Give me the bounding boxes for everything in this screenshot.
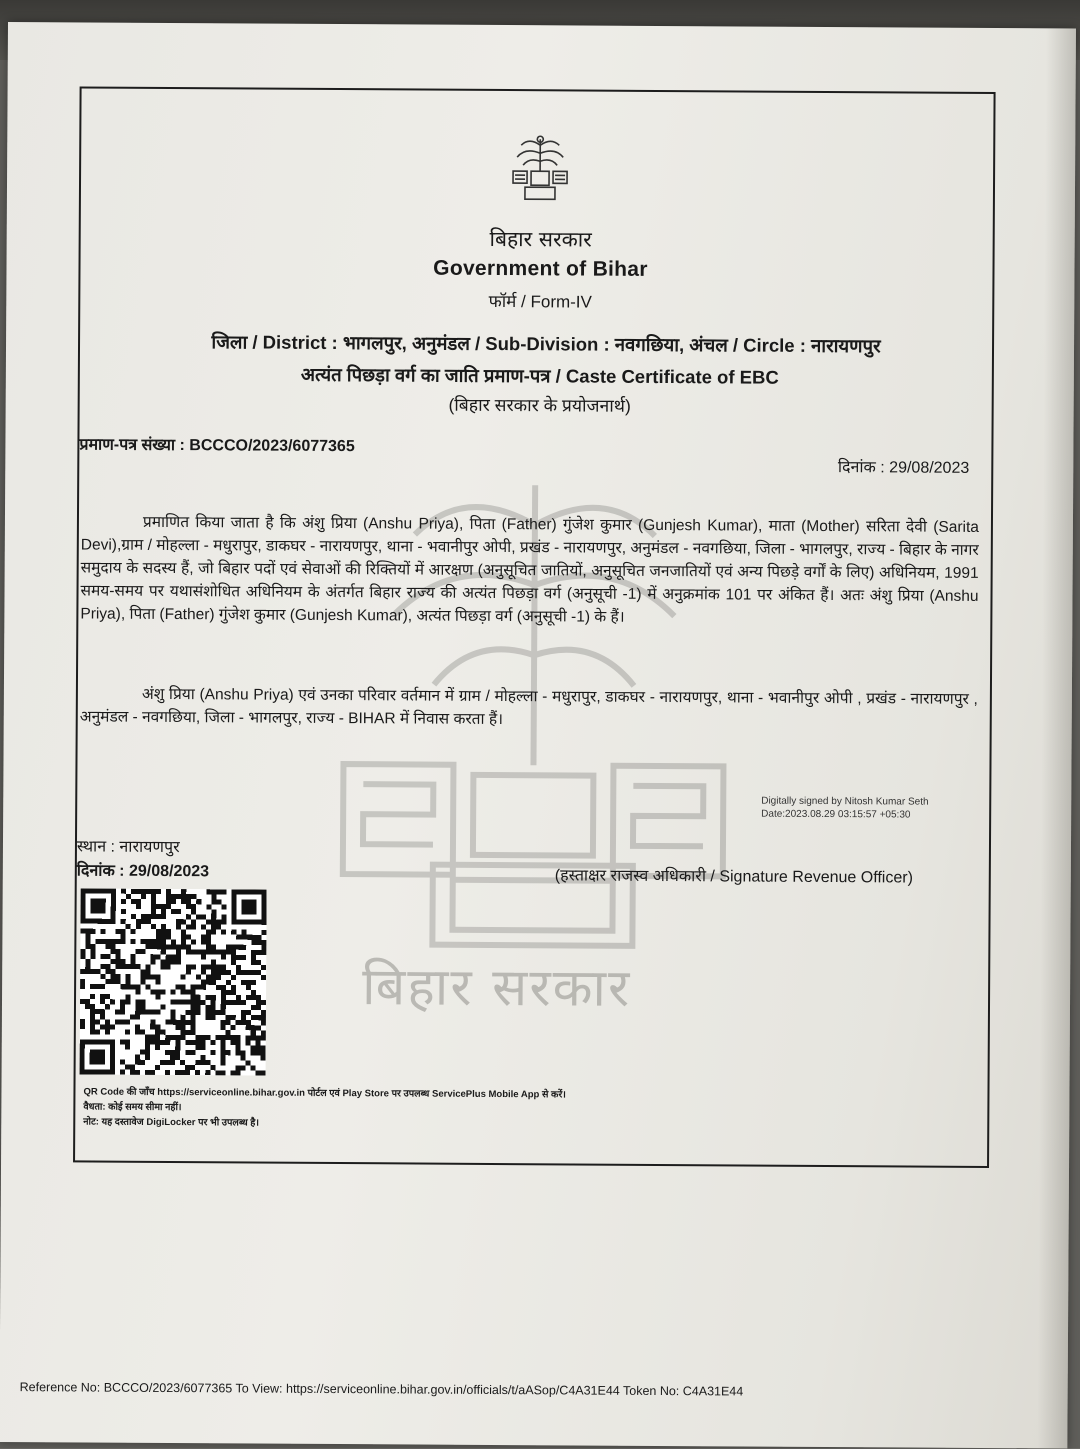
digital-signature	[761, 795, 928, 822]
digital-signature-date: Date:2023.08.29 03:15:57 +05:30	[761, 808, 911, 821]
certificate-date: दिनांक : 29/08/2023	[837, 459, 970, 477]
certificate-paper	[0, 22, 1076, 1448]
place-line: स्थान : नारायणपुर	[76, 838, 180, 857]
government-title: Government of Bihar	[433, 256, 648, 281]
footnotes	[83, 1084, 566, 1132]
district-line: जिला / District : भागलपुर, अनुमंडल / Sub-Division : नवगछिया, अंचल / Circle : नारायणपुर	[211, 331, 881, 357]
certificate-paragraph-1: प्रमाणित किया जाता है कि अंशु प्रिया (Anshu Priya), पिता (Father) गुंजेश कुमार (Gunjesh Kumar), माता (Mother) सरिता देवी (Sarita Devi),ग्राम / मोहल्ला - मधुरापुर, डाकघर - नारायणपुर, थाना - भवानीपुर ओपी, प्रखंड - नारायणपुर, अनुमंडल - नवगछिया, जिला - भागलपुर, राज्य - बिहार के नागर समुदाय के सदस्य हैं, जो बिहार पदों एवं सेवाओं की रिक्तियों में आरक्षण (अनुसूचित जातियों, अनुसूचित जनजातियों एवं अन्य पिछड़े वर्गों के लिए) अधिनियम, 1991 समय-समय पर यथासंशोधित अधिनियम के अंतर्गत बिहार राज्य की अत्यंत पिछड़ा वर्ग (अनुसूची -1) में अनुक्रमांक 101 पर अंकित हैं। अतः अंशु प्रिया (Anshu Priya), पिता (Father) गुंजेश कुमार (Gunjesh Kumar), अत्यंत पिछड़ा वर्ग (अनुसूची -1) के हैं।	[80, 513, 979, 626]
reference-footer: Reference No: BCCCO/2023/6077365 To View: https://serviceonline.bihar.gov.in/officials/t/aASop/C4A31E44 Token No: C4A31E44	[19, 1380, 744, 1399]
certificate-purpose: (बिहार सरकार के प्रयोजनार्थ)	[448, 394, 631, 416]
hindi-government-title: बिहार सरकार	[489, 226, 592, 252]
watermark-text: बिहार सरकार	[361, 957, 632, 1019]
bihar-emblem-icon	[495, 131, 585, 208]
digilocker-note: नोट: यह दस्तावेज DigiLocker पर भी उपलब्ध है।	[83, 1116, 260, 1129]
qr-verification-note: QR Code की जाँच https://serviceonline.bihar.gov.in पोर्टल एवं Play Store पर उपलब्ध ServicePlus Mobile App से करें।	[83, 1086, 566, 1101]
qr-code-icon[interactable]	[80, 888, 267, 1075]
digital-signature-name: Digitally signed by Nitosh Kumar Seth	[761, 795, 929, 808]
certificate-title: अत्यंत पिछड़ा वर्ग का जाति प्रमाण-पत्र / Caste Certificate of EBC	[300, 363, 779, 388]
form-number: फॉर्म / Form-IV	[488, 291, 592, 312]
signature-officer-label: (हस्ताक्षर राजस्व अधिकारी / Signature Revenue Officer)	[554, 867, 913, 887]
validity-note: वैधता: कोई समय सीमा नहीं।	[83, 1101, 182, 1114]
issue-date-line: दिनांक : 29/08/2023	[76, 862, 210, 881]
certificate-paragraph-2: अंशु प्रिया (Anshu Priya) एवं उनका परिवार वर्तमान में ग्राम / मोहल्ला - मधुरापुर, डाकघर - नारायणपुर, थाना - भवानीपुर ओपी , प्रखंड - नारायणपुर , अनुमंडल - नवगछिया, जिला - भागलपुर, राज्य - BIHAR में निवास करता हैं।	[79, 685, 978, 729]
certificate-number: प्रमाण-पत्र संख्या : BCCCO/2023/6077365	[79, 436, 355, 456]
